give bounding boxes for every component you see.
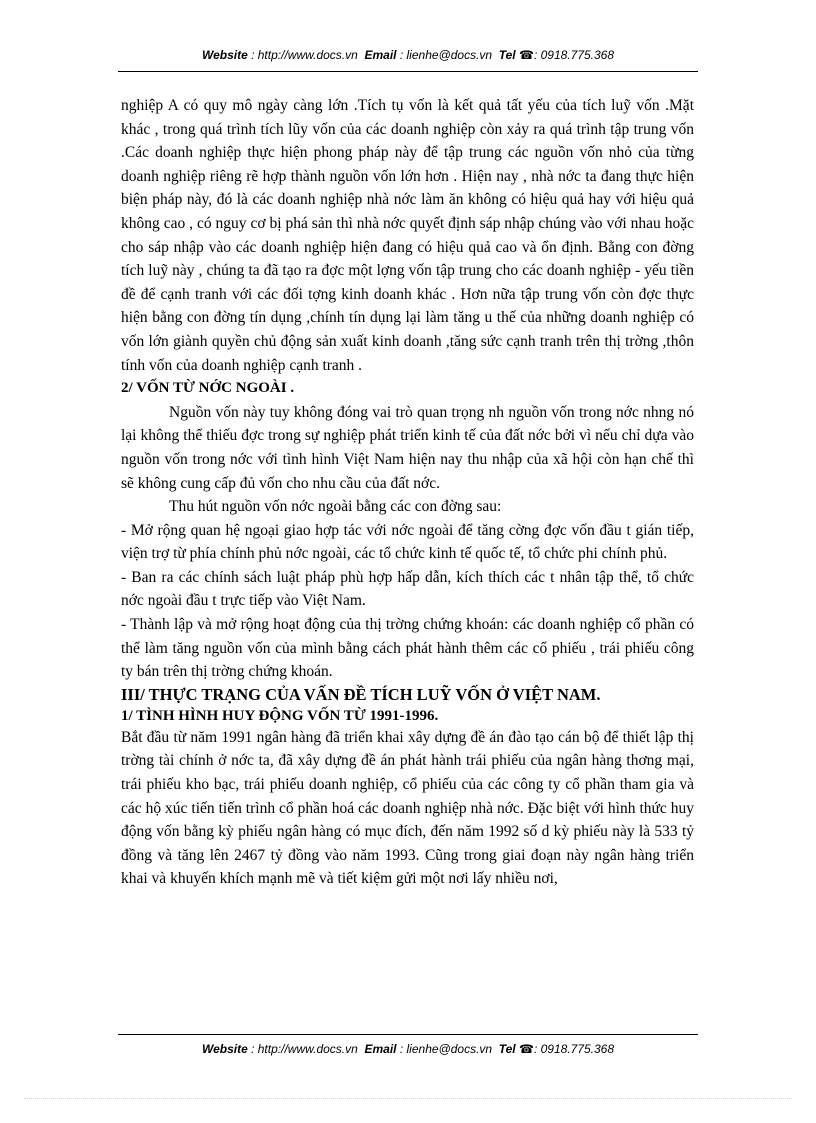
footer-website-link[interactable]: : http://www.docs.vn xyxy=(251,1042,358,1056)
bullet-policy: - Ban ra các chính sách luật pháp phù hợp hấp dẫn, kích thích các t nhân tập thể, tổ chức nớc ngoài đầu t trực tiếp vào Việt Nam. xyxy=(121,568,694,610)
page-footer xyxy=(0,1042,816,1056)
paragraph-capital-mobilization: Bắt đầu từ năm 1991 ngân hàng đã triển khai xây dựng đề án đào tạo cán bộ để thiết lập thị trờng tài chính ở nớc ta, đã xây dựng đề án phát hành trái phiếu của ngân hàng thơng mại, trái phiếu kho bạc, trái phiếu doanh nghiệp, cổ phiếu của các công ty cổ phần tham gia và các hộ xúc tiến tiến trình cổ phần hoá các doanh nghiệp nhà nớc. Đặc biệt với hình thức huy động vốn bằng kỳ phiếu ngân hàng có mục đích, đến năm 1992 số d kỳ phiếu này là 533 tỷ đồng và tăng lên 2467 tỷ đồng vào năm 1993. Cũng trong giai đoạn này ngân hàng triển khai và khuyến khích mạnh mẽ và tiết kiệm gửi một nơi lấy nhiều nơi, xyxy=(121,728,694,888)
bullet-stock-market: - Thành lập và mở rộng hoạt động của thị trờng chứng khoán: các doanh nghiệp cổ phần có thể làm tăng nguồn vốn của mình bằng cách phát hành thêm các cổ phiếu , trái phiếu công ty bán trên thị trờng chứng khoán. xyxy=(121,616,694,681)
footer-tel-label: Tel xyxy=(498,1042,516,1056)
phone-icon: ☎ xyxy=(519,48,534,62)
paragraph-attraction-ways: Thu hút nguồn vốn nớc ngoài bằng các con đờng sau: xyxy=(169,498,502,516)
header-email-label: Email xyxy=(364,48,397,62)
header-website-link[interactable]: : http://www.docs.vn xyxy=(251,48,358,62)
footer-rule xyxy=(118,1034,698,1035)
paragraph-capital-concentration: nghiệp A có quy mô ngày càng lớn .Tích tụ vốn là kết quả tất yếu của tích luỹ vốn .Mặt khác , trong quá trình tích lũy vốn của các doanh nghiệp còn xảy ra quá trình tập trung vốn .Các doanh nghiệp thực hiện phong pháp này để tập trung các nguồn vốn nhỏ của từng doanh nghiệp riêng rẽ hợp thành nguồn vốn lớn hơn . Hiện nay , nhà nớc ta đang thực hiện biện pháp này, đó là các doanh nghiệp nhà nớc làm ăn không có hiệu quả hay với hiệu quả không cao , có nguy cơ bị phá sản thì nhà nớc quyết định sáp nhập chúng vào với nhau hoặc cho sáp nhập vào các doanh nghiệp hiện đang có hiệu quả cao và ổn định. Bằng con đờng tích luỹ này , chúng ta đã tạo ra đợc một lợng vốn tập trung cho các doanh nghiệp - yếu tiền đề để cạnh tranh với các đối tợng kinh doanh khác . Hơn nữa tập trung vốn còn đợc thực hiện bằng con đờng tín dụng ,chính tín dụng lại làm tăng u thế của những doanh nghiệp có vốn lớn giành quyền chủ động sản xuất kinh doanh ,tăng sức cạnh tranh trên thị trờng ,thôn tính vốn của doanh nghiệp cạnh tranh . xyxy=(121,97,694,374)
heading-section-iii: III/ THỰC TRẠNG CỦA VẤN ĐỀ TÍCH LUỸ VỐN Ở VIỆT NAM. xyxy=(121,684,601,704)
paragraph-foreign-capital-role: Nguồn vốn này tuy không đóng vai trò quan trọng nh nguồn vốn trong nớc nhng nó lại không thể thiếu đợc trong sự nghiệp phát triển kinh tế của đất nớc bởi vì nếu chỉ dựa vào nguồn vốn trong nớc với tình hình Việt Nam hiện nay thu nhập của xã hội còn hạn chế thì sẽ không cung cấp đủ vốn cho nhu cầu của đất nớc. xyxy=(121,403,694,492)
header-tel-label: Tel xyxy=(498,48,516,62)
footer-email-label: Email xyxy=(364,1042,397,1056)
header-rule xyxy=(118,71,698,72)
footer-website-label: Website xyxy=(201,1042,248,1056)
header-email-link[interactable]: : lienhe@docs.vn xyxy=(399,48,493,62)
page-header xyxy=(0,48,816,62)
footer-email-link[interactable]: : lienhe@docs.vn xyxy=(399,1042,493,1056)
header-website-label: Website xyxy=(201,48,248,62)
document-body xyxy=(121,94,694,891)
phone-icon: ☎ xyxy=(519,1042,534,1056)
heading-foreign-capital: 2/ VỐN TỪ NỚC NGOÀI . xyxy=(121,380,295,397)
page-edge xyxy=(24,1098,792,1099)
header-tel-value: : 0918.775.368 xyxy=(533,48,615,62)
footer-tel-value: : 0918.775.368 xyxy=(533,1042,615,1056)
bullet-diplomacy: - Mở rộng quan hệ ngoại giao hợp tác với nớc ngoài để tăng cờng đợc vốn đầu t gián tiếp, viện trợ từ phía chính phủ nớc ngoài, các tổ chức kinh tế quốc tế, tổ chức phi chính phủ. xyxy=(121,521,694,563)
heading-capital-mobilization: 1/ TÌNH HÌNH HUY ĐỘNG VỐN TỪ 1991-1996. xyxy=(121,707,439,724)
